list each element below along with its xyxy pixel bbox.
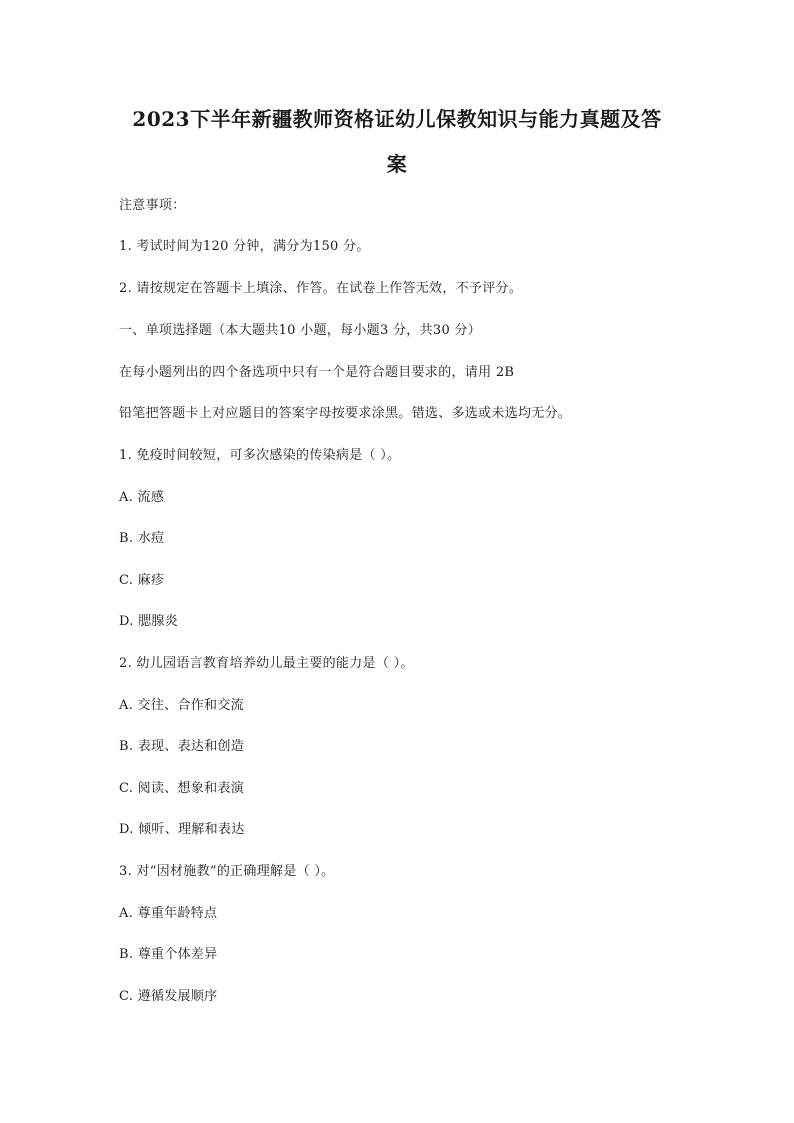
question-option: C. 麻疹 <box>119 573 165 588</box>
document-title-line-1: 2023下半年新疆教师资格证幼儿保教知识与能力真题及答 <box>132 107 662 131</box>
instruction-line-2: 铅笔把答题卡上对应题目的答案字母按要求涂黑。错选、多选或未选均无分。 <box>119 406 572 421</box>
question-stem: 2. 幼儿园语言教育培养幼儿最主要的能力是（ ）。 <box>119 656 414 671</box>
question-option: A. 交往、合作和交流 <box>119 698 244 713</box>
question-option: B. 尊重个体差异 <box>119 947 218 962</box>
notice-item-1: 1. 考试时间为120 分钟，满分为150 分。 <box>119 239 370 254</box>
question-option: B. 表现、表达和创造 <box>119 739 245 754</box>
notice-item-2: 2. 请按规定在答题卡上填涂、作答。在试卷上作答无效，不予评分。 <box>119 281 523 296</box>
instruction-line-1: 在每小题列出的四个备选项中只有一个是符合题目要求的，请用 2B <box>119 365 515 380</box>
section-heading: 一、单项选择题（本大题共10 小题，每小题3 分，共30 分） <box>119 323 482 338</box>
document-title-line-2: 案 <box>386 152 408 176</box>
notice-heading: 注意事项： <box>119 198 186 213</box>
question-option: B. 水痘 <box>119 531 165 546</box>
question-stem: 3. 对“因材施教”的正确理解是（ ）。 <box>119 864 335 879</box>
question-option: C. 阅读、想象和表演 <box>119 781 245 796</box>
question-option: D. 腮腺炎 <box>119 614 179 629</box>
question-option: D. 倾听、理解和表达 <box>119 822 245 837</box>
question-stem: 1. 免疫时间较短，可多次感染的传染病是（ ）。 <box>119 448 401 463</box>
question-option: A. 尊重年龄特点 <box>119 906 218 921</box>
question-option: C. 遵循发展顺序 <box>119 989 218 1004</box>
question-option: A. 流感 <box>119 490 165 505</box>
